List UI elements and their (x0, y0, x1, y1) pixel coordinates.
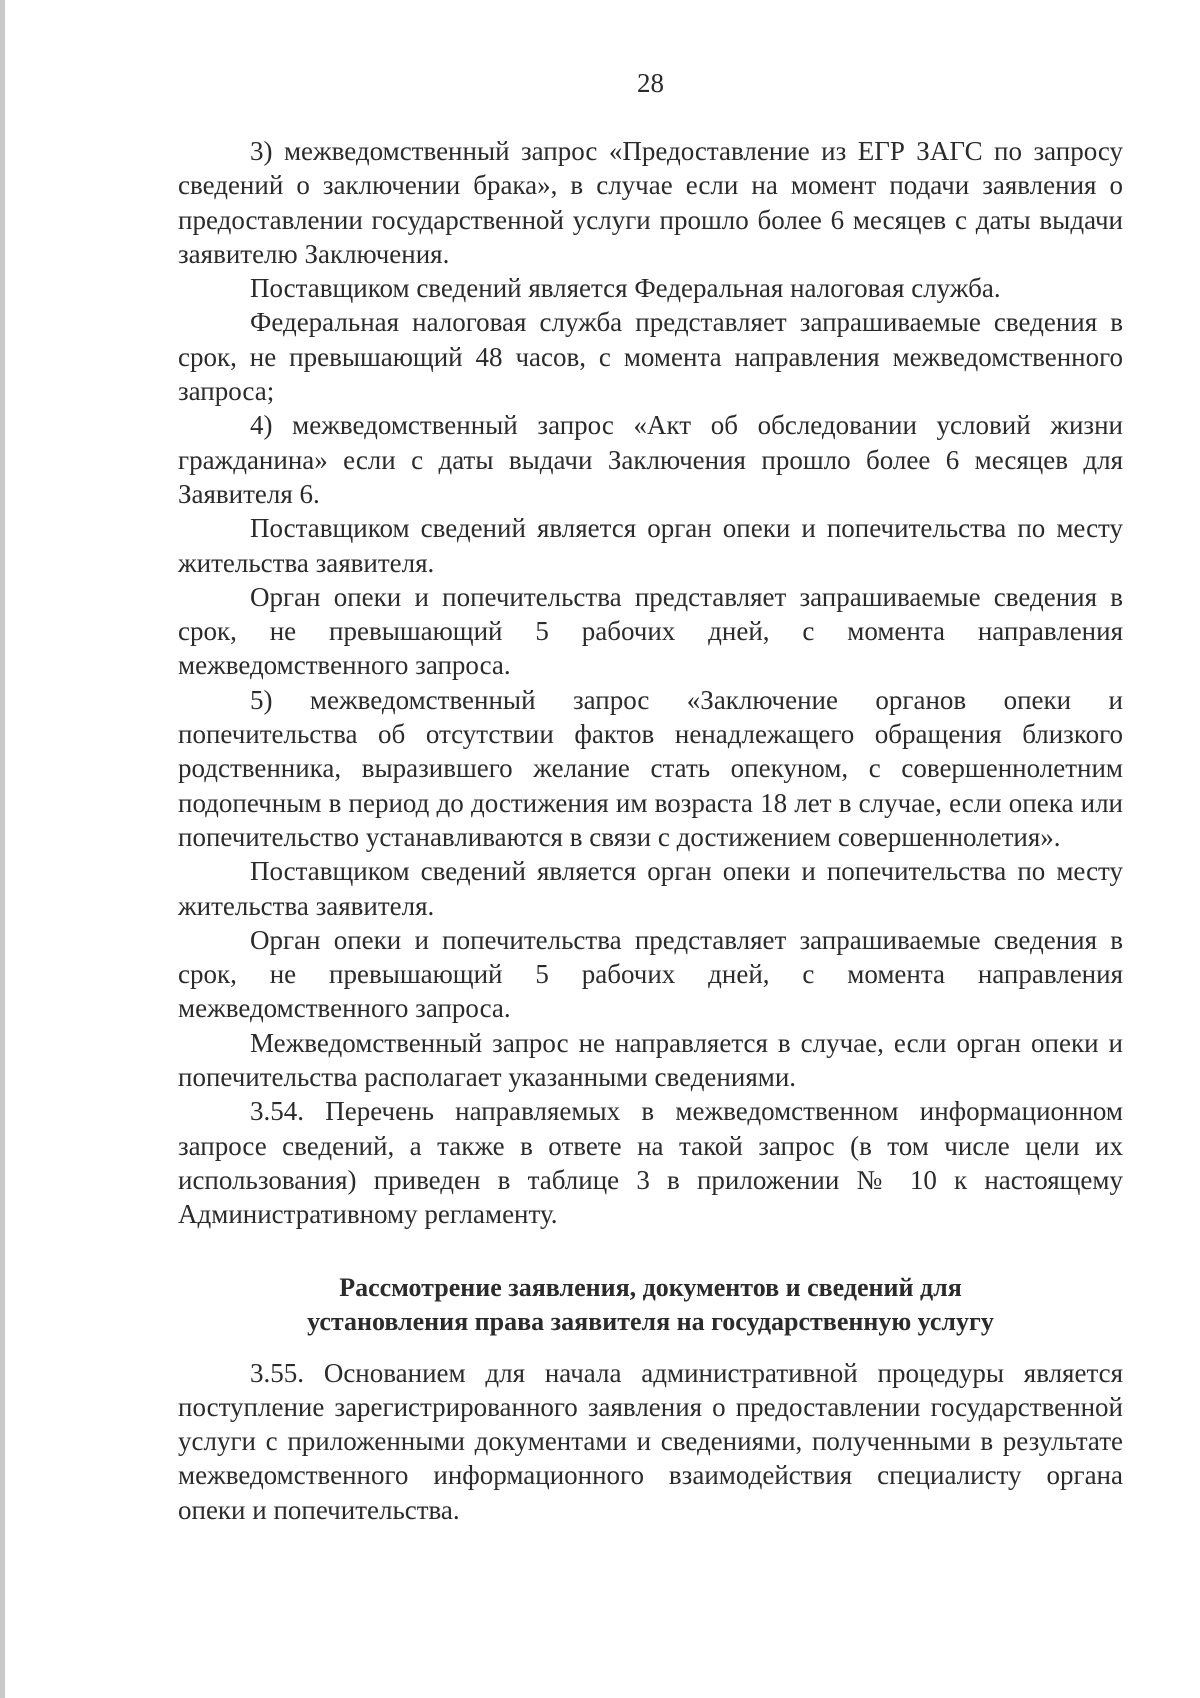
paragraph-request-3: 3) межведомственный запрос «Предоставление из ЕГР ЗАГС по запросу сведений о заключении брака», в случае если на момент подачи заявления о предоставлении государственной услуги прошло более 6 месяцев с даты выдачи заявителю Заключения. (178, 136, 1123, 269)
document-body (178, 134, 1123, 1527)
paragraph-request-not-sent: Межведомственный запрос не направляется в случае, если орган опеки и попечительства располагает указанными сведениями. (178, 1027, 1123, 1093)
section-heading (178, 1271, 1123, 1339)
paragraph-3-54: 3.54. Перечень направляемых в межведомственном информационном запросе сведений, а также в ответе на такой запрос (в том числе цели их использования) приведен в таблице 3 в приложении № 10 к настоящему Административному регламенту. (178, 1096, 1123, 1230)
scan-edge (0, 0, 5, 1698)
paragraph-fns-deadline: Федеральная налоговая служба представляет запрашиваемые сведения в срок, не превышающий 48 часов, с момента направления межведомственного запроса; (178, 307, 1123, 407)
paragraph-request-5: 5) межведомственный запрос «Заключение органов опеки и попечительства об отсутствии фактов ненадлежащего обращения близкого родственника, выразившего желание стать опекуном, с совершеннолетним подопечным в период до достижения им возраста 18 лет в случае, если опека или попечительство устанавливаются в связи с достижением совершеннолетия». (178, 684, 1123, 852)
paragraph-supplier-guardianship-1: Поставщиком сведений является орган опеки и попечительства по месту жительства заявителя. (178, 513, 1123, 578)
paragraph-supplier-guardianship-2: Поставщиком сведений является орган опеки и попечительства по месту жительства заявителя. (178, 856, 1123, 921)
paragraph-guardianship-deadline-2: Орган опеки и попечительства представляет запрашиваемые сведения в срок, не превышающий 5 рабочих дней, с момента направления межведомственного запроса. (178, 924, 1123, 1024)
section-heading-line-2: установления права заявителя на государственную услугу (307, 1306, 994, 1336)
page-number: 28 (637, 68, 664, 98)
paragraph-guardianship-deadline-1: Орган опеки и попечительства представляет запрашиваемые сведения в срок, не превышающий 5 рабочих дней, с момента направления межведомственного запроса. (178, 581, 1123, 681)
paragraph-request-4: 4) межведомственный запрос «Акт об обследовании условий жизни гражданина» если с даты выдачи Заключения прошло более 6 месяцев для Заявителя 6. (178, 410, 1123, 509)
paragraph-supplier-fns: Поставщиком сведений является Федеральная налоговая служба. (250, 273, 1001, 304)
paragraph-3-55: 3.55. Основанием для начала административной процедуры является поступление зарегистрированного заявления о предоставлении государственной услуги с приложенными документами и сведениями, полученными в результате межведомственного информационного взаимодействия специалисту органа опеки и попечительства. (178, 1357, 1123, 1525)
section-heading-line-1: Рассмотрение заявления, документов и сведений для (339, 1272, 962, 1302)
